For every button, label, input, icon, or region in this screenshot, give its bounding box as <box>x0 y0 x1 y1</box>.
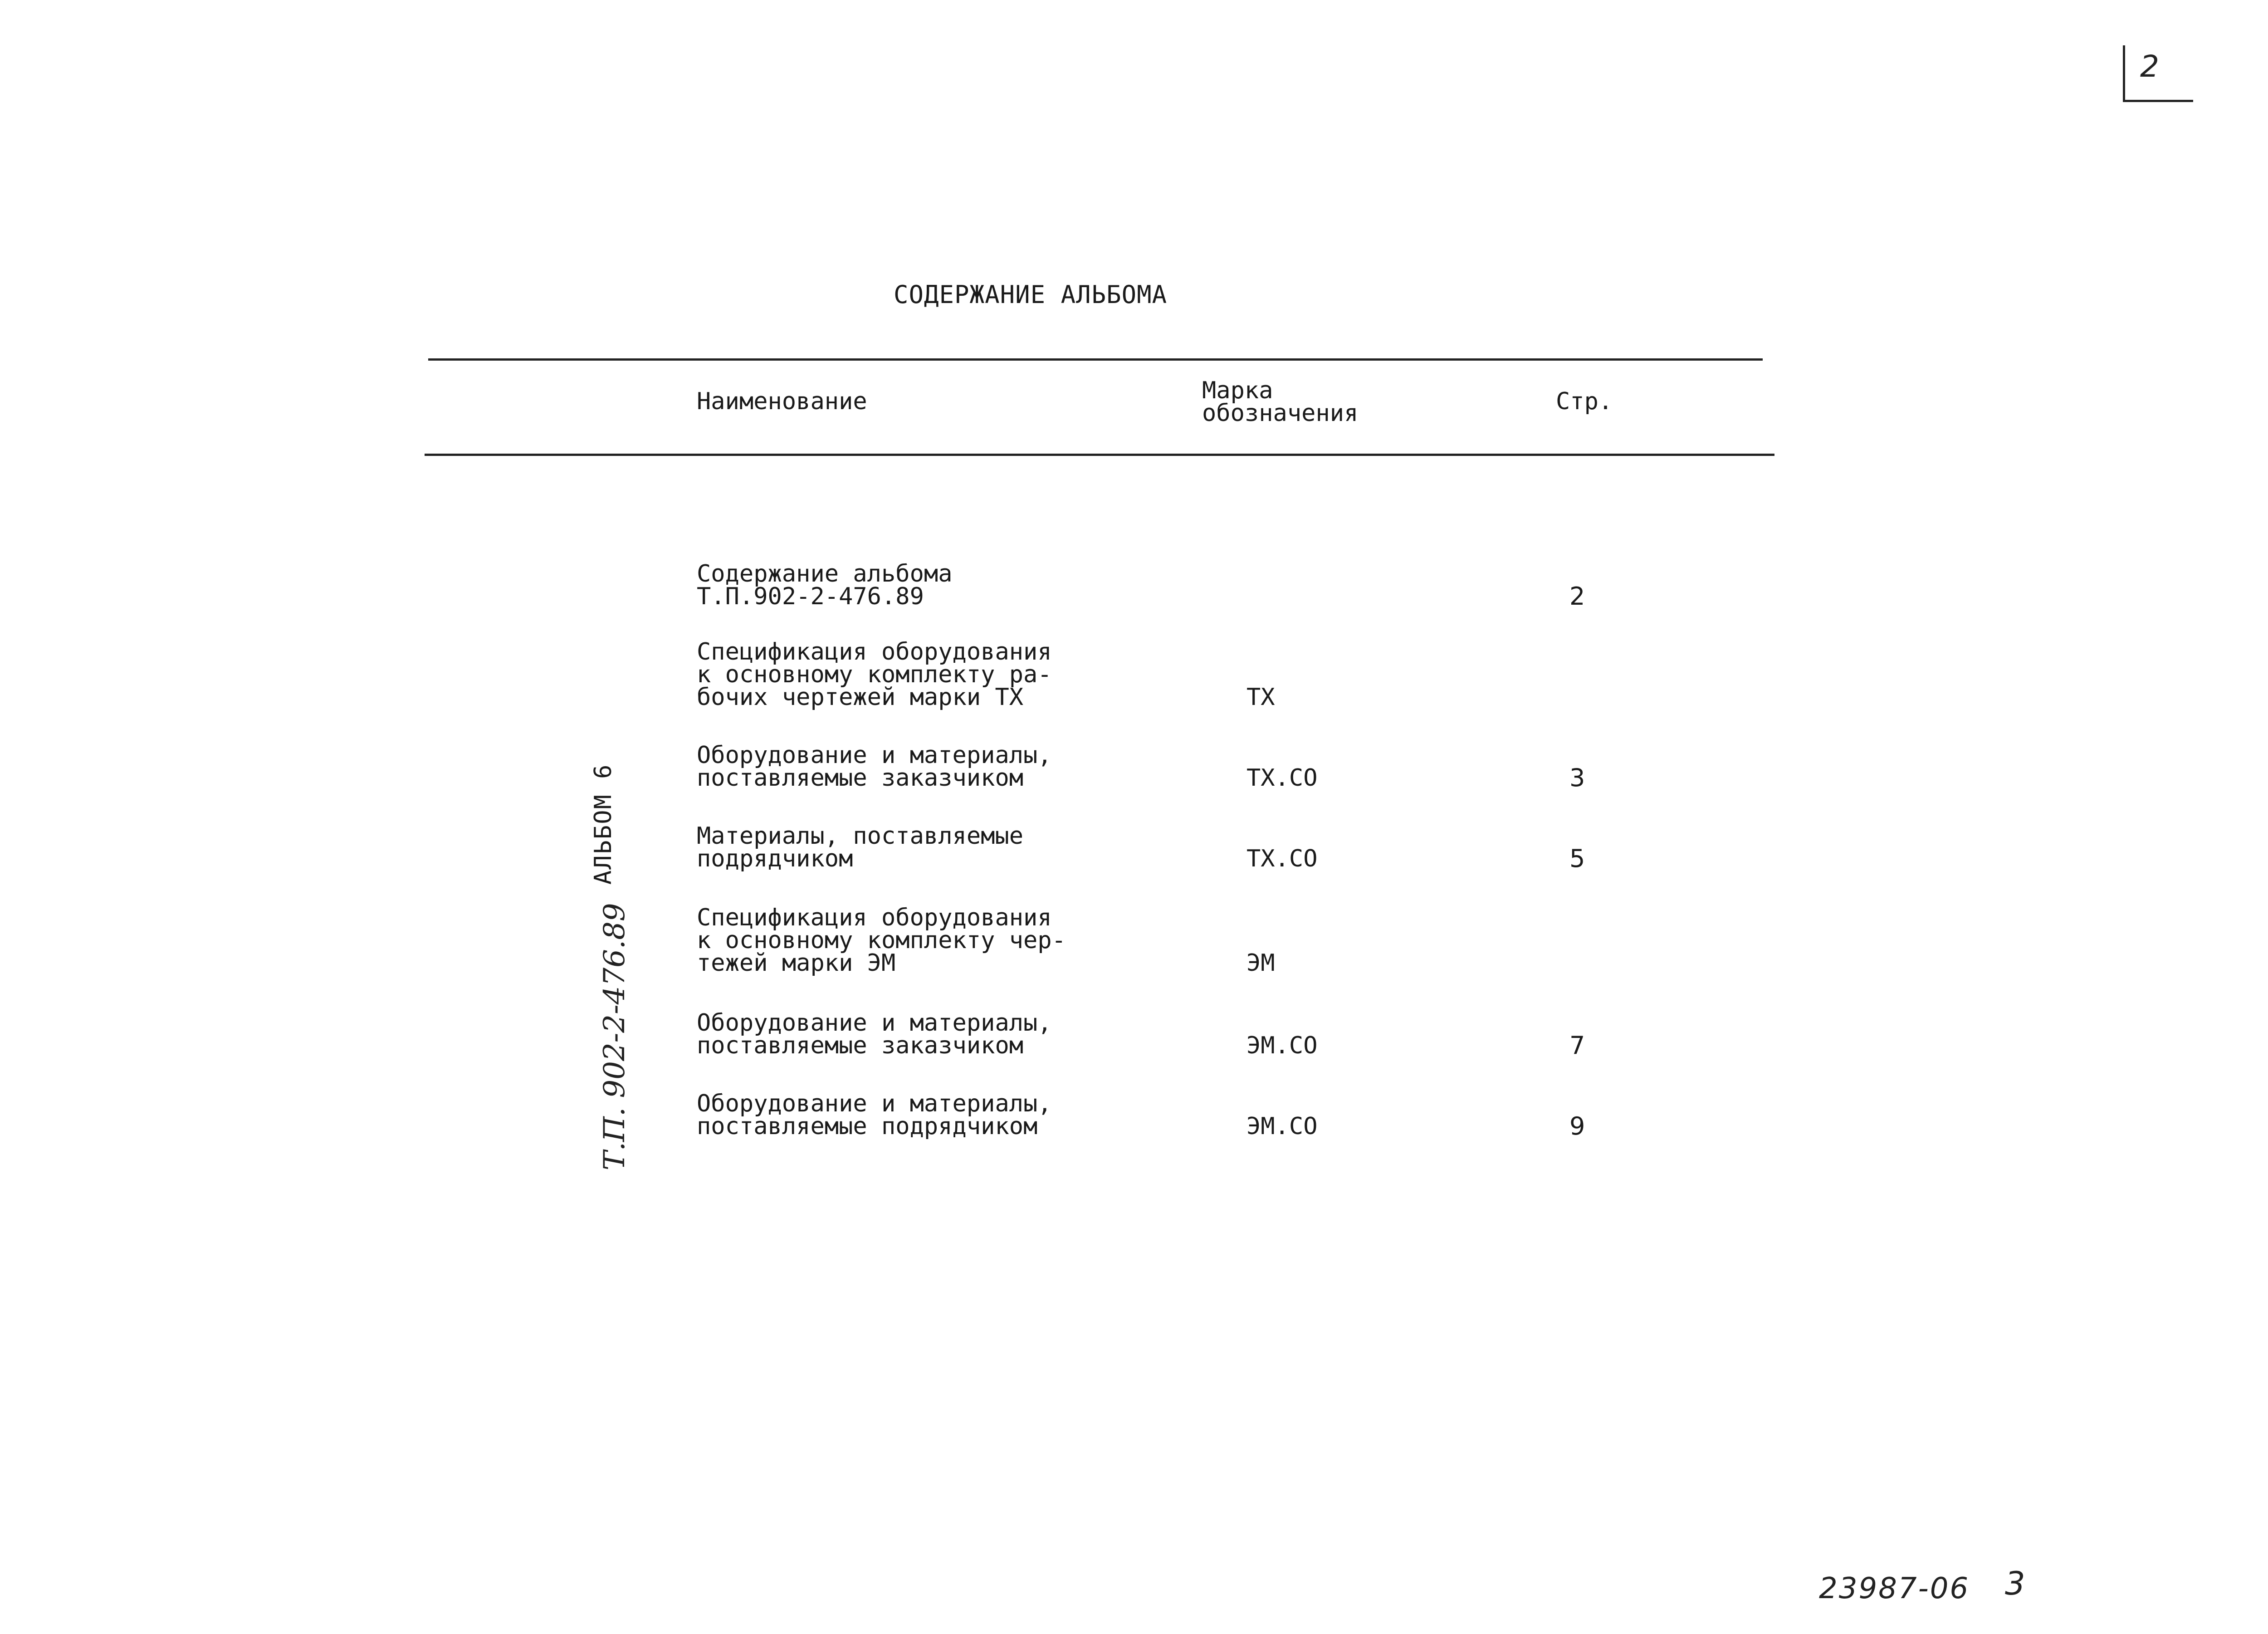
document-title: СОДЕРЖАНИЕ АЛЬБОМА <box>894 280 1168 309</box>
row-name-line: Материалы, поставляемые <box>697 822 1024 850</box>
row-name-line: Спецификация оборудования <box>697 638 1052 665</box>
row-name-line: Спецификация оборудования <box>697 904 1052 931</box>
row-page: 2 <box>1569 582 1585 611</box>
row-name-line: Оборудование и материалы, <box>697 1009 1052 1037</box>
page-stamp-number: 2 <box>2140 49 2159 84</box>
table-top-rule <box>428 358 1763 361</box>
row-page: 9 <box>1569 1112 1585 1140</box>
row-mark: ТХ <box>1246 684 1275 711</box>
row-mark: ЭМ.СО <box>1246 1113 1318 1140</box>
row-name <box>697 638 1052 711</box>
row-page: 3 <box>1569 763 1585 792</box>
row-mark: ТХ.СО <box>1246 845 1318 872</box>
header-page: Стр. <box>1556 388 1613 415</box>
row-name <box>697 560 953 610</box>
table-header-rule <box>425 454 1774 456</box>
header-mark <box>1202 379 1358 425</box>
row-name <box>697 1092 1052 1138</box>
row-page: 5 <box>1569 844 1585 873</box>
row-name-line: поставляемые подрядчиком <box>697 1113 1038 1140</box>
row-page: 7 <box>1569 1031 1585 1060</box>
header-mark-line-2: обозначения <box>1202 400 1359 427</box>
row-name <box>697 904 1066 977</box>
row-name-line: Оборудование и материалы, <box>697 742 1052 769</box>
row-name-line: к основному комплекту чер- <box>697 927 1066 954</box>
header-name: Наименование <box>697 388 867 415</box>
row-name <box>697 1009 1052 1059</box>
side-album-label: АЛЬБОМ 6 <box>590 763 617 885</box>
row-name-line: Содержание альбома <box>697 560 953 587</box>
row-name-line: Т.П.902-2-476.89 <box>697 583 924 610</box>
row-mark: ЭМ.СО <box>1246 1032 1318 1059</box>
side-project-code: Т.П. 902-2-476.89 <box>598 903 631 1170</box>
row-name-line: поставляемые заказчиком <box>697 764 1024 792</box>
footer-number: 3 <box>2005 1565 2025 1602</box>
row-name-line: Оборудование и материалы, <box>697 1090 1052 1117</box>
row-name <box>697 742 1052 792</box>
footer-code: 23987-06 <box>1819 1572 1970 1605</box>
row-name <box>697 822 1024 872</box>
header-mark-line-1: Марка <box>1202 377 1273 404</box>
row-name-line: подрядчиком <box>697 845 853 872</box>
row-name-line: к основному комплекту ра- <box>697 661 1052 688</box>
row-name-line: поставляемые заказчиком <box>697 1032 1024 1059</box>
row-name-line: тежей марки ЭМ <box>697 949 896 977</box>
row-name-line: бочих чертежей марки ТХ <box>697 684 1024 711</box>
row-mark: ТХ.СО <box>1246 764 1318 792</box>
row-mark: ЭМ <box>1246 949 1275 977</box>
